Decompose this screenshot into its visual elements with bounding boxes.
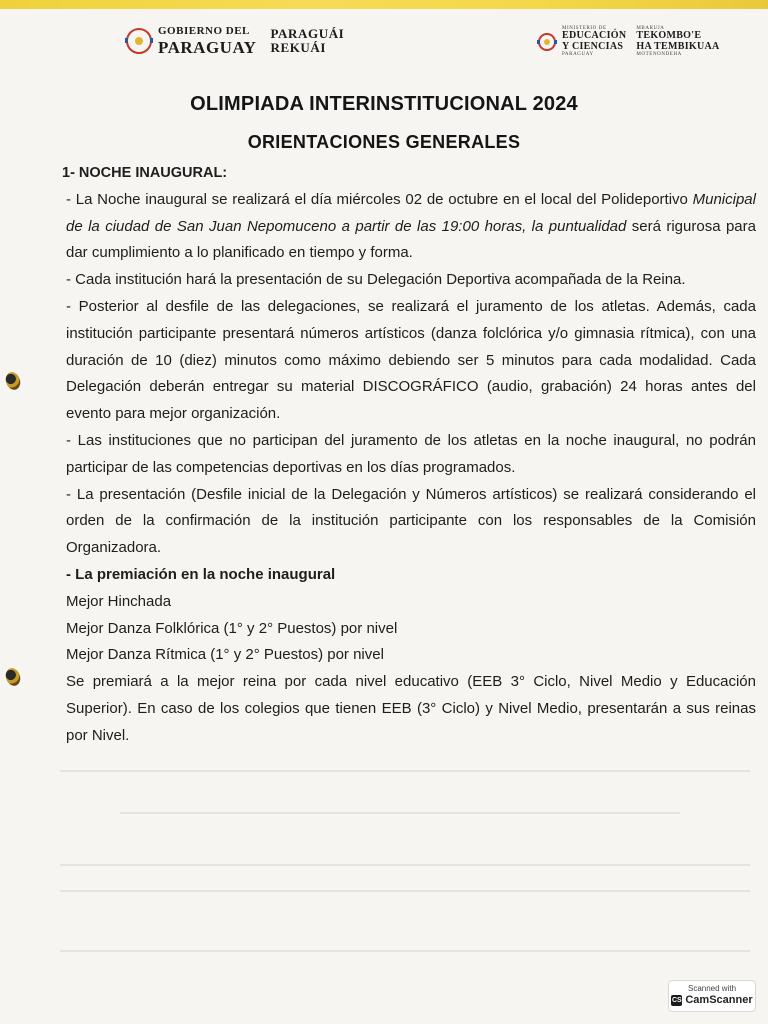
paragraph-oath-requirement: - Las instituciones que no participan del juramento de los atletas en la noche inaugural, no podrán participar de las competencias deportivas en los días programados. [66, 431, 756, 476]
bleed-through-line [60, 864, 750, 866]
document-subtitle: ORIENTACIONES GENERALES [247, 132, 521, 152]
bleed-through-line [120, 812, 680, 814]
ministry-g-small-bottom: MOTENONDEHA [636, 52, 682, 58]
section-heading: 1- NOCHE INAUGURAL: [62, 165, 228, 181]
paragraph-delegation: - Cada institución hará la presentación de su Delegación Deportiva acompañada de la Reina. [66, 271, 686, 289]
document-title: OLIMPIADA INTERINSTITUCIONAL 2024 [190, 93, 578, 115]
top-color-band [0, 0, 768, 9]
award-item: Mejor Danza Rítmica (1° y 2° Puestos) por nivel [66, 646, 384, 664]
paragraph-queen-award: Se premiará a la mejor reina por cada nivel educativo (EEB 3° Ciclo, Nivel Medio y Educación Superior). En caso de los colegios que tienen EEB (3° Ciclo) y Nivel Medio, presentarán a sus reinas por Nivel. [66, 673, 756, 744]
government-name-guarani [270, 27, 344, 54]
gov-line-2: PARAGUAY [158, 38, 257, 57]
paragraph-presentation-order: - La presentación (Desfile inicial de la Delegación y Números artísticos) se realizará considerando el orden de la confirmación de la institución participante con los responsables de la Comisión Organizadora. [66, 485, 756, 557]
ministry-small-bottom: PARAGUAY [562, 52, 594, 58]
camscanner-icon: CS [671, 996, 682, 1004]
scanner-brand-name: CamScanner [685, 994, 753, 1006]
awards-heading: - La premiación en la noche inaugural [66, 565, 336, 583]
ministry-name [562, 26, 626, 58]
paragraph-inauguration-date [66, 187, 756, 267]
letterhead [0, 22, 768, 72]
ministry-g-line-2: HA TEMBIKUAA [636, 40, 720, 52]
government-logo [126, 26, 344, 56]
ministry-g-line-1: TEKOMBO'E [636, 30, 702, 42]
p1-part-a: - La Noche inaugural se realizará el día miércoles 02 de octubre en el local del Polideportivo [66, 190, 693, 208]
award-item: Mejor Hinchada [66, 592, 172, 610]
p1-part-c: será rigurosa para dar cumplimiento a lo planificado en tiempo y forma. [66, 217, 756, 262]
ministry-line-2: Y CIENCIAS [562, 40, 624, 52]
national-seal-icon [126, 28, 152, 54]
ministry-g-small-top: MBARUJA [636, 26, 665, 31]
p1-part-b: Municipal de la ciudad de San Juan Nepomuceno a partir de las 19:00 horas, la puntualidad [66, 190, 756, 235]
ministry-small-top: MINISTERIO DE [562, 26, 607, 31]
bleed-through-line [60, 890, 750, 892]
document-body [62, 160, 756, 750]
gov-line-1: GOBIERNO DEL [158, 25, 250, 37]
ministry-name-guarani [636, 26, 719, 58]
ministry-seal-icon [538, 33, 556, 51]
award-item: Mejor Danza Folklórica (1° y 2° Puestos) por nivel [66, 619, 398, 637]
ministry-line-1: EDUCACIÓN [562, 30, 627, 42]
camscanner-watermark [668, 980, 756, 1012]
paragraph-oath-and-artistic: - Posterior al desfile de las delegaciones, se realizará el juramento de los atletas. Además, cada institución participante presentará números artísticos (danza folclórica y/o gimnasia rítmica), con una duración de 10 (diez) minutos como máximo debiendo ser 5 minutos para cada modalidad. Cada Delegación deberán entregar su material DISCOGRÁFICO (audio, grabación) 24 horas antes del evento para mejor organización. [66, 297, 756, 423]
scanner-caption: Scanned with [687, 984, 737, 993]
bleed-through-line [60, 770, 750, 772]
guarani-line-2: REKUÁI [270, 40, 327, 55]
punch-hole-icon [3, 666, 22, 688]
guarani-line-1: PARAGUÁI [270, 26, 345, 42]
ministry-logo [538, 26, 720, 58]
scanner-brand [669, 994, 755, 1006]
government-name [158, 26, 256, 56]
punch-hole-icon [3, 370, 22, 392]
bleed-through-line [60, 950, 750, 952]
